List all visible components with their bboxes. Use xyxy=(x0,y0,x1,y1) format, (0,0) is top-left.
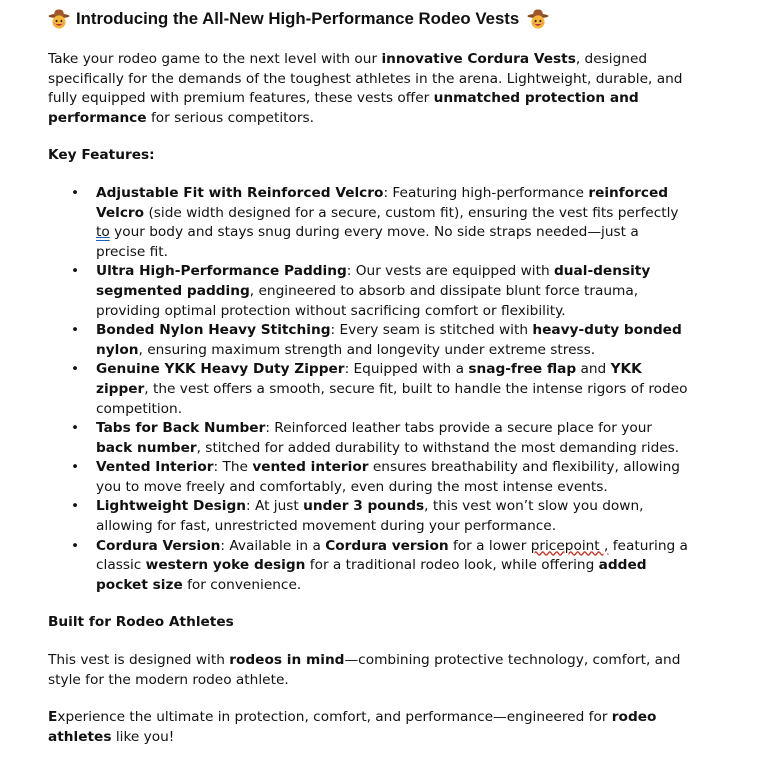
feature-name: Adjustable Fit with Reinforced Velcro xyxy=(96,184,384,201)
feature-text: , engineered to absorb and dissipate blunt force trauma, providing optimal protection without sacrificing comfort or flexibility. xyxy=(96,282,639,319)
feature-text: : Reinforced leather tabs provide a secure place for your xyxy=(265,420,653,437)
feature-name: Cordura Version xyxy=(96,537,221,554)
feature-bold: added pocket size xyxy=(96,557,647,593)
intro-bold: innovative Cordura Vests xyxy=(381,51,576,67)
intro-paragraph xyxy=(48,50,688,128)
list-item xyxy=(96,419,688,458)
page-title xyxy=(48,6,688,32)
closing-paragraph xyxy=(48,708,688,747)
feature-name: Bonded Nylon Heavy Stitching xyxy=(96,322,331,339)
cowboy-face-icon xyxy=(48,8,70,30)
feature-bold: Cordura version xyxy=(325,537,449,554)
feature-bold: dual-density segmented padding xyxy=(96,263,651,299)
feature-text: : The xyxy=(213,459,253,476)
feature-text: your body and stays snug during every move. No side straps needed—just a precise fit. xyxy=(96,224,639,260)
feature-text: , stitched for added durability to withstand the most demanding rides. xyxy=(196,439,680,456)
feature-text: (side width designed for a secure, custom fit), ensuring the vest fits perfectly xyxy=(144,204,679,221)
built-heading: Built for Rodeo Athletes xyxy=(48,614,234,631)
feature-name: Tabs for Back Number xyxy=(96,420,266,437)
feature-text: and xyxy=(576,361,611,378)
closing-text: xperience the ultimate in protection, comfort, and performance—engineered for xyxy=(57,709,612,726)
cowboy-face-icon xyxy=(527,8,549,30)
closing-text: like you! xyxy=(111,728,175,745)
feature-text: for a traditional rodeo look, while offering xyxy=(305,557,599,574)
feature-name: Vented Interior xyxy=(96,459,214,476)
built-text: This vest is designed with xyxy=(48,652,230,669)
feature-bold: western yoke design xyxy=(145,557,306,574)
features-list xyxy=(48,184,688,595)
feature-text: : Every seam is stitched with xyxy=(330,322,533,339)
feature-text: featuring a classic xyxy=(96,537,688,574)
key-features-heading: Key Features: xyxy=(48,147,155,164)
document-page xyxy=(48,6,688,747)
feature-text: : Our vests are equipped with xyxy=(346,263,554,280)
list-item xyxy=(96,262,688,321)
feature-name: Genuine YKK Heavy Duty Zipper xyxy=(96,361,345,378)
feature-text: ensures breathability and flexibility, allowing you to move freely and comfortably, even during the most intense events. xyxy=(96,459,680,495)
feature-bold: under 3 pounds xyxy=(303,498,425,515)
feature-text: : Available in a xyxy=(220,537,326,554)
feature-bold: reinforced Velcro xyxy=(96,184,669,221)
page-title-text: Introducing the All-New High-Performance Rodeo Vests xyxy=(76,9,520,28)
feature-text: , this vest won’t slow you down, allowing for fast, unrestricted movement during your performance. xyxy=(96,498,644,535)
feature-bold: back number xyxy=(96,439,197,456)
list-item xyxy=(96,497,688,536)
built-paragraph xyxy=(48,651,688,690)
list-item xyxy=(96,537,688,596)
feature-text: : Equipped with a xyxy=(344,361,469,378)
list-item xyxy=(96,360,688,419)
feature-name: Lightweight Design xyxy=(96,498,246,515)
intro-bold: unmatched protection and performance xyxy=(48,90,639,126)
intro-text: Take your rodeo game to the next level with our xyxy=(48,51,382,67)
spelling-flagged-word[interactable]: pricepoint , xyxy=(530,537,609,554)
feature-text: , ensuring maximum strength and longevity under extreme stress. xyxy=(138,341,596,358)
list-item xyxy=(96,184,688,262)
feature-text: , the vest offers a smooth, secure fit, built to handle the intense rigors of rodeo competition. xyxy=(96,380,688,417)
feature-name: Ultra High-Performance Padding xyxy=(96,263,347,280)
feature-bold: YKK zipper xyxy=(96,361,642,397)
feature-text: for convenience. xyxy=(182,576,302,593)
grammar-flagged-word[interactable]: to xyxy=(96,224,110,241)
feature-text: for a lower xyxy=(448,537,531,554)
feature-bold: vented interior xyxy=(252,459,369,476)
feature-bold: snag-free flap xyxy=(468,361,577,378)
feature-text: : Featuring high-performance xyxy=(383,184,589,201)
closing-bold: rodeo athletes xyxy=(48,709,657,745)
list-item xyxy=(96,321,688,360)
list-item xyxy=(96,458,688,497)
built-text: —combining protective technology, comfort, and style for the modern rodeo athlete. xyxy=(48,652,681,688)
intro-text: for serious competitors. xyxy=(146,109,314,126)
built-bold: rodeos in mind xyxy=(229,652,345,669)
closing-bold-initial: E xyxy=(48,709,58,726)
feature-text: : At just xyxy=(246,498,304,515)
feature-bold: heavy-duty bonded nylon xyxy=(96,322,682,358)
intro-text: , designed specifically for the demands of the toughest athletes in the arena. Lightweight, durable, and fully equipped with premium features, these vests offer xyxy=(48,51,683,107)
